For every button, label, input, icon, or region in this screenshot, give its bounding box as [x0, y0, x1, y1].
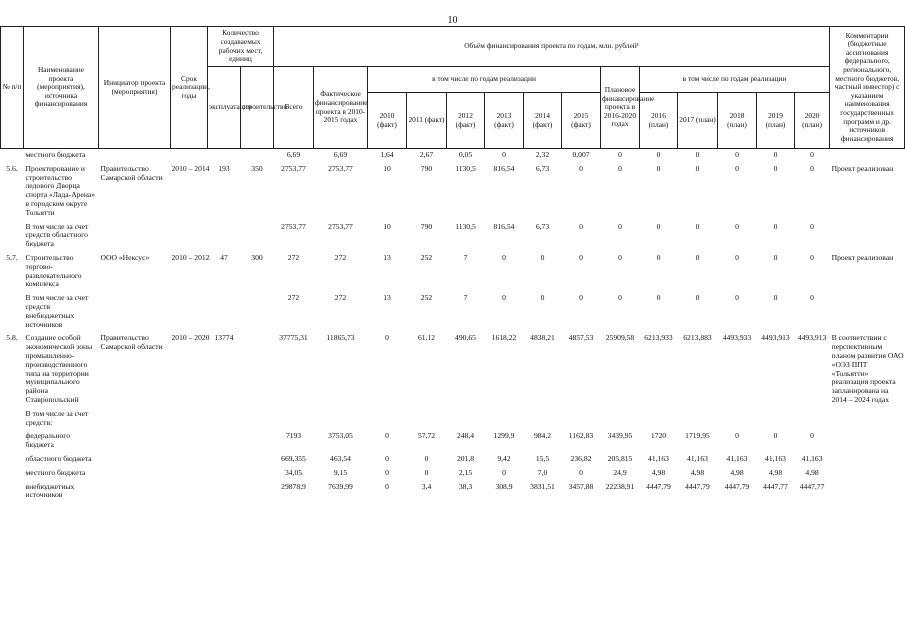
cell-je: [208, 430, 241, 453]
cell-y2014: 0: [540, 293, 545, 303]
cell-y2015: 0: [579, 252, 583, 262]
cell-je: [208, 467, 241, 481]
cell-y2020: 0: [810, 252, 814, 262]
cell-y2015: 0: [579, 163, 583, 173]
cell-y2020: 0: [810, 431, 814, 441]
cell-je: [208, 221, 241, 252]
cell-jc: [241, 292, 274, 332]
cell-y2016: 4,98: [651, 467, 666, 477]
cell-y2010: 10: [383, 163, 391, 173]
cell-actual: 2753,77: [328, 221, 353, 231]
cell-y2019: 4493,913: [761, 333, 790, 343]
cell-jc: [241, 467, 274, 481]
cell-num: [1, 453, 24, 467]
cell-y2017: 6213,883: [683, 333, 712, 343]
cell-y2015: 0: [579, 293, 583, 303]
table-row: [1, 430, 905, 453]
cell-y2020: 41,163: [801, 453, 823, 463]
cell-initiator: [99, 467, 171, 481]
cell-y2013: 816,54: [493, 221, 515, 231]
cell-y2012: 201,8: [456, 453, 475, 463]
cell-num: 5.6.: [6, 163, 18, 173]
cell-actual: 9,15: [333, 467, 348, 477]
cell-name: Проектирование и строительство ледового Дворца спорта «Лада-Арена» в городском округе Тольятти: [25, 163, 96, 217]
cell-y2013: 0: [502, 293, 506, 303]
cell-y2012: 0,05: [458, 150, 473, 159]
cell-y2017: 0: [695, 252, 700, 262]
cell-je: [208, 408, 241, 431]
header-2013: 2013 (факт): [485, 93, 524, 149]
cell-actual: 2753,77: [328, 163, 353, 173]
cell-y2014: 4838,21: [530, 333, 555, 343]
cell-term: [171, 481, 208, 504]
cell-num: 5.8.: [6, 333, 18, 343]
cell-y2016: 0: [656, 150, 661, 159]
cell-y2018: 0: [735, 431, 739, 441]
cell-initiator: [99, 430, 171, 453]
cell-name: В том числе за счет средств:: [25, 408, 89, 427]
cell-total: [274, 408, 314, 431]
header-2016: 2016 (план): [640, 93, 678, 149]
cell-y2017: 4,98: [690, 467, 705, 477]
cell-y2017: 1719,95: [685, 431, 710, 441]
cell-y2010: 0: [385, 333, 389, 343]
cell-y2012: 7: [463, 252, 468, 262]
header-years-actual: в том числе по годам реализации: [368, 67, 601, 93]
cell-y2019: 0: [773, 150, 778, 159]
cell-planned: 0: [618, 150, 622, 159]
cell-y2013: 1618,22: [491, 333, 517, 343]
cell-y2018: 4447,79: [724, 481, 750, 491]
cell-y2014: 6,73: [535, 163, 550, 173]
cell-num: [1, 408, 24, 431]
cell-y2014: 7,0: [537, 467, 548, 477]
cell-y2011: [407, 408, 447, 431]
cell-y2016: 0: [656, 293, 661, 303]
cell-total: 2753,77: [281, 221, 306, 231]
cell-y2013: 0: [502, 150, 506, 159]
cell-name: В том числе за счет средств областного бюджета: [25, 221, 89, 249]
cell-planned: 25909,58: [605, 333, 635, 343]
cell-je: 193: [218, 163, 230, 173]
cell-y2011: 252: [420, 252, 433, 262]
cell-initiator: [99, 221, 171, 252]
cell-y2017: [678, 408, 718, 431]
cell-term: [171, 453, 208, 467]
cell-y2016: 0: [656, 221, 661, 231]
cell-y2012: 2,15: [458, 467, 473, 477]
cell-comment: [830, 221, 905, 252]
table-row: [1, 332, 905, 407]
cell-y2015: [562, 408, 601, 431]
cell-y2013: 9,42: [497, 453, 511, 463]
header-2014: 2014 (факт): [524, 93, 562, 149]
cell-y2016: 4447,79: [646, 481, 671, 491]
cell-planned: 0: [618, 252, 622, 262]
cell-comment: [830, 430, 905, 453]
cell-planned: 22238,91: [605, 481, 635, 491]
header-planned-financing: Плановое финансирование проекта в 2016-2020 годах: [601, 67, 640, 149]
header-term: Срок реализации, годы: [171, 27, 208, 149]
cell-y2018: 4,98: [730, 467, 744, 477]
cell-y2012: 1130,5: [455, 163, 476, 173]
cell-y2018: 4493,933: [722, 333, 752, 343]
cell-term: [171, 408, 208, 431]
cell-initiator: Правительство Самарской области: [100, 333, 163, 352]
cell-planned: 24,9: [613, 467, 627, 477]
cell-y2013: 816,54: [493, 163, 515, 173]
cell-y2016: 41,163: [648, 453, 669, 463]
table-row: [1, 163, 905, 221]
cell-y2011: 61,12: [417, 333, 436, 343]
cell-name: областного бюджета: [25, 453, 92, 463]
cell-y2011: 790: [420, 221, 433, 231]
cell-planned: 3439,95: [607, 431, 633, 441]
cell-y2019: 0: [773, 221, 778, 231]
cell-y2011: 3,4: [421, 481, 432, 491]
header-2017: 2017 (план): [678, 93, 718, 149]
cell-comment: [830, 453, 905, 467]
cell-y2018: 41,163: [726, 453, 748, 463]
cell-comment: В соответствии с перспективным планом развития ОАО «ОЭЗ ППТ «Тольятти» реализация проекта запланирована на 2014 – 2024 годах: [831, 333, 904, 404]
cell-y2020: 4,98: [805, 467, 819, 477]
cell-y2011: 0: [424, 467, 429, 477]
cell-name: федерального бюджета: [25, 431, 70, 450]
cell-y2010: 10: [383, 221, 391, 231]
financing-table: [0, 26, 905, 503]
cell-y2018: 0: [735, 163, 739, 173]
header-project-name: Наименование проекта (мероприятия), источника финансирования: [24, 27, 99, 149]
cell-y2019: 0: [773, 293, 778, 303]
cell-total: 29878,9: [281, 481, 306, 491]
cell-comment: [830, 292, 905, 332]
table-row: [1, 149, 905, 163]
cell-y2011: 57,72: [417, 431, 436, 441]
cell-planned: 205,815: [607, 453, 633, 463]
cell-jc: 300: [251, 252, 263, 262]
cell-y2012: 248,4: [456, 431, 475, 441]
cell-jc: 350: [251, 163, 263, 173]
cell-y2015: 0: [579, 221, 583, 231]
cell-je: [208, 481, 241, 504]
cell-y2011: 790: [420, 163, 433, 173]
cell-actual: 7639,99: [328, 481, 353, 491]
header-years-planned: в том числе по годам реализации: [640, 67, 830, 93]
cell-y2018: [718, 408, 757, 431]
cell-initiator: [99, 408, 171, 431]
header-initiator: Инициатор проекта (мероприятия): [99, 27, 171, 149]
cell-y2015: 0: [579, 467, 583, 477]
cell-y2018: 0: [735, 150, 739, 159]
header-total: Всего: [274, 67, 314, 149]
cell-name: Строительство торгово-развлекательного комплекса: [25, 252, 82, 289]
cell-y2015: 1162,83: [568, 431, 594, 441]
cell-initiator: Правительство Самарской области: [100, 163, 163, 182]
cell-comment: [830, 467, 905, 481]
table-row: [1, 453, 905, 467]
cell-y2018: 0: [735, 293, 739, 303]
header-num: № п/п: [1, 27, 24, 149]
cell-jc: [241, 408, 274, 431]
cell-jc: [241, 221, 274, 252]
table-row: [1, 467, 905, 481]
table-row: [1, 292, 905, 332]
cell-y2017: 4447,79: [685, 481, 710, 491]
header-comments: Комментарии (бюджетные ассигнования федерального, регионального, местного бюджетов, частный инвестор) с указанием наименования государственных программ и др. источников финансирования: [830, 27, 905, 149]
cell-y2016: 0: [656, 163, 661, 173]
cell-num: [1, 221, 24, 252]
table-header: [1, 27, 905, 149]
cell-num: [1, 292, 24, 332]
cell-y2020: 0: [810, 221, 814, 231]
cell-y2012: 38,3: [458, 481, 473, 491]
cell-y2016: [640, 408, 678, 431]
cell-y2019: 4,98: [768, 467, 783, 477]
cell-y2019: 0: [773, 431, 778, 441]
cell-y2012: 7: [463, 293, 468, 303]
cell-term: [171, 221, 208, 252]
cell-y2014: 984,2: [533, 431, 552, 441]
cell-je: [208, 453, 241, 467]
cell-jc: [241, 332, 274, 407]
cell-y2010: 0: [385, 481, 389, 491]
cell-total: 669,355: [281, 453, 306, 463]
cell-y2017: 0: [695, 221, 700, 231]
cell-comment: [830, 408, 905, 431]
cell-y2011: 252: [420, 293, 433, 303]
page-number: 10: [447, 15, 458, 26]
cell-num: [1, 430, 24, 453]
cell-y2012: 1130,5: [455, 221, 476, 231]
cell-comment: Проект реализован: [831, 163, 894, 173]
header-2012: 2012 (факт): [447, 93, 485, 149]
table-body: [1, 149, 905, 504]
cell-planned: 0: [618, 221, 622, 231]
cell-num: [1, 467, 24, 481]
cell-total: 37775,31: [279, 333, 308, 343]
cell-initiator: [99, 453, 171, 467]
cell-y2019: 41,163: [765, 453, 786, 463]
cell-initiator: [99, 149, 171, 163]
cell-total: 272: [287, 252, 300, 262]
cell-y2010: 13: [383, 293, 391, 303]
cell-y2020: 0: [810, 163, 814, 173]
header-2018: 2018 (план): [718, 93, 757, 149]
cell-y2015: 236,82: [570, 453, 592, 463]
cell-y2010: 0: [385, 467, 389, 477]
header-jobs-exploitation: эксплуатация: [208, 67, 241, 149]
cell-term: 2010 – 2020: [171, 333, 210, 343]
cell-jc: [241, 149, 274, 163]
cell-y2012: 490,65: [455, 333, 476, 343]
cell-y2016: 0: [656, 252, 661, 262]
cell-term: [171, 292, 208, 332]
cell-y2013: 308,9: [495, 481, 513, 491]
header-2011: 2011 (факт): [407, 93, 447, 149]
cell-name: местного бюджета: [25, 150, 86, 159]
cell-y2020: 4447,77: [799, 481, 825, 491]
cell-y2013: [485, 408, 524, 431]
header-2019: 2019 (план): [757, 93, 795, 149]
header-2015: 2015 (факт): [562, 93, 601, 149]
cell-name: местного бюджета: [25, 467, 86, 477]
cell-initiator: ООО «Нексус»: [100, 252, 150, 262]
cell-y2012: [447, 408, 485, 431]
cell-term: [171, 467, 208, 481]
cell-initiator: [99, 292, 171, 332]
table-row: [1, 408, 905, 431]
cell-actual: 463,54: [330, 453, 351, 463]
cell-actual: 3753,05: [328, 431, 353, 441]
cell-je: 13774: [214, 333, 234, 343]
cell-y2020: [795, 408, 830, 431]
cell-y2010: 1,64: [380, 150, 394, 159]
cell-je: [208, 149, 241, 163]
cell-actual: [314, 408, 368, 431]
cell-y2017: 0: [695, 163, 700, 173]
cell-actual: 272: [334, 293, 347, 303]
cell-je: 47: [220, 252, 228, 262]
header-2020: 2020 (план): [795, 93, 830, 149]
cell-total: 6,69: [286, 150, 301, 159]
cell-y2017: 41,163: [687, 453, 708, 463]
cell-term: 2010 – 2012: [171, 252, 210, 262]
cell-total: 272: [287, 293, 300, 303]
cell-y2015: 3457,88: [568, 481, 594, 491]
cell-term: [171, 430, 208, 453]
cell-y2016: 6213,933: [644, 333, 673, 343]
cell-y2010: [368, 408, 407, 431]
cell-y2019: [757, 408, 795, 431]
table-row: [1, 252, 905, 292]
cell-y2020: 0: [810, 293, 814, 303]
cell-y2013: 1299,9: [493, 431, 515, 441]
cell-num: [1, 481, 24, 504]
cell-comment: Проект реализован: [831, 252, 894, 262]
cell-y2016: 1720: [650, 431, 667, 441]
cell-planned: 0: [618, 293, 622, 303]
cell-jc: [241, 453, 274, 467]
cell-y2013: 0: [502, 252, 506, 262]
cell-jc: [241, 481, 274, 504]
header-actual-financing: Фактическое финансирование проекта в 2010-2015 годах: [314, 67, 368, 149]
cell-y2014: 15,5: [535, 453, 550, 463]
cell-y2014: 0: [540, 252, 545, 262]
cell-y2020: 4493,913: [797, 333, 827, 343]
cell-name: В том числе за счет средств внебюджетных источников: [25, 293, 89, 329]
cell-jc: [241, 430, 274, 453]
cell-initiator: [99, 481, 171, 504]
cell-y2010: 0: [385, 453, 389, 463]
cell-y2010: 13: [383, 252, 391, 262]
cell-y2019: 0: [773, 163, 778, 173]
cell-y2014: [524, 408, 562, 431]
cell-term: 2010 – 2014: [171, 163, 210, 173]
cell-num: [1, 149, 24, 163]
cell-y2015: 4857,53: [568, 333, 594, 343]
cell-planned: [601, 408, 640, 431]
cell-y2017: 0: [695, 150, 700, 159]
cell-total: 2753,77: [281, 163, 306, 173]
table-row: [1, 221, 905, 252]
cell-je: [208, 292, 241, 332]
cell-term: [171, 149, 208, 163]
header-jobs-group: Количество создаваемых рабочих мест, единиц: [208, 27, 274, 67]
cell-comment: [830, 481, 905, 504]
header-jobs-construction: строительство: [241, 67, 274, 149]
header-2010: 2010 (факт): [368, 93, 407, 149]
header-funding-group: Объём финансирования проекта по годам, млн. рублей¹: [274, 27, 830, 67]
cell-y2011: 0: [424, 453, 429, 463]
cell-y2014: 2,32: [535, 150, 550, 159]
cell-y2014: 3831,51: [530, 481, 555, 491]
cell-planned: 0: [618, 163, 622, 173]
cell-y2019: 4447,77: [763, 481, 788, 491]
cell-actual: 6,69: [333, 150, 348, 159]
cell-y2015: 0,007: [572, 150, 590, 159]
cell-y2011: 2,67: [419, 150, 434, 159]
cell-actual: 272: [334, 252, 347, 262]
table-row: [1, 481, 905, 504]
cell-y2018: 0: [735, 221, 739, 231]
cell-total: 7193: [285, 431, 302, 441]
cell-total: 34,05: [284, 467, 303, 477]
cell-num: 5.7.: [6, 252, 18, 262]
cell-name: Создание особой экономической зоны промышленно-производственного типа на территории муниципального района Ставропольский: [25, 333, 93, 404]
cell-y2020: 0: [810, 150, 814, 159]
cell-y2019: 0: [773, 252, 778, 262]
cell-y2014: 6,73: [535, 221, 550, 231]
cell-comment: [830, 149, 905, 163]
cell-y2010: 0: [385, 431, 389, 441]
cell-actual: 11865,73: [326, 333, 355, 343]
cell-y2017: 0: [695, 293, 700, 303]
cell-y2018: 0: [735, 252, 739, 262]
cell-name: внебюджетных источников: [25, 481, 75, 500]
cell-y2013: 0: [502, 467, 506, 477]
